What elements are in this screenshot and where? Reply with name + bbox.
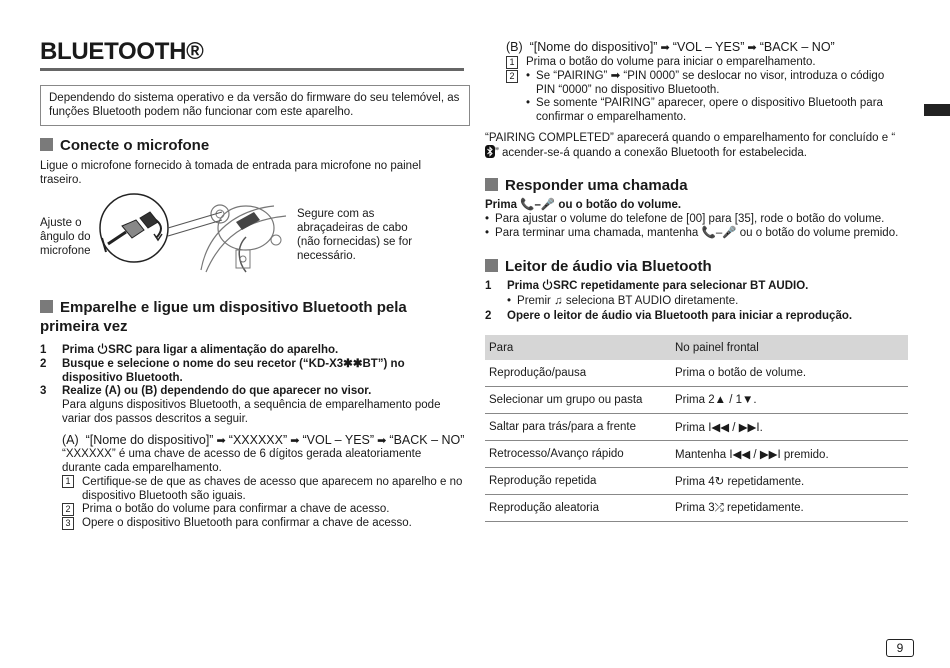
power-icon (542, 279, 553, 290)
section-square-icon (40, 138, 53, 151)
pair-step-3: 3 Realize (A) ou (B) dependendo do que aparecer no visor. (40, 385, 372, 397)
pair-b-bullet-1: • Se “PAIRING” ➡ “PIN 0000” se deslocar no visor, introduza o código PIN “0000” no dispositivo Bluetooth. (526, 70, 885, 96)
table-row (485, 495, 908, 522)
table-cell: Selecionar um grupo ou pasta (485, 387, 671, 414)
table-cell: Retrocesso/Avanço rápido (485, 441, 671, 468)
section-square-icon (485, 178, 498, 191)
pair-step-2: 2 Busque e selecione o nome do seu recetor (“KD-X3✱✱BT”) no dispositivo Bluetooth. (40, 358, 405, 384)
answer-bullet-2: • Para terminar uma chamada, mantenha 📞–🎤 ou o botão do volume premido. (485, 226, 898, 240)
pair-b-bullet-2: • Se somente “PAIRING” aparecer, opere o dispositivo Bluetooth para confirmar o emparelhamento. (526, 97, 883, 123)
table-cell: Prima I◀◀ / ▶▶I. (671, 414, 908, 441)
arrow-icon: ➡ (287, 435, 303, 447)
table-cell: Reprodução aleatoria (485, 495, 671, 522)
table-cell: Prima o botão de volume. (671, 360, 908, 387)
bluetooth-icon (485, 145, 495, 158)
arrow-icon: ➡ (744, 42, 760, 54)
table-cell: Reprodução repetida (485, 468, 671, 495)
music-note-icon: ♫ (554, 295, 563, 307)
arrow-icon: ➡ (374, 435, 390, 447)
table-header-row (485, 335, 908, 360)
table-header: Para (485, 335, 671, 360)
table-row (485, 468, 908, 495)
mic-label-angle: Ajuste o ângulo do microfone (40, 217, 91, 257)
pairing-completed-text: “PAIRING COMPLETED” aparecerá quando o emparelhamento for concluído e “” acender-se-á quando a conexão Bluetooth for estabelecida. (485, 132, 896, 159)
pair-a-item-3: 3 Opere o dispositivo Bluetooth para confirmar a chave de acesso. (62, 516, 412, 530)
phone-voice-icon: 📞–🎤 (701, 227, 737, 239)
table-cell: Prima 3⤮ repetidamente. (671, 495, 908, 522)
answer-bullet-1: • Para ajustar o volume do telefone de [00] para [35], rode o botão do volume. (485, 212, 884, 226)
table-cell: Prima 4↻ repetidamente. (671, 468, 908, 495)
microphone-illustration (96, 192, 292, 280)
mic-section-text: Ligue o microfone fornecido à tomada de entrada para microfone no painel traseiro. (40, 160, 422, 186)
audio-step-2: 2 Opere o leitor de áudio via Bluetooth para iniciar a reprodução. (485, 310, 853, 322)
audio-step-1-bullet: • Premir ♫ seleciona BT AUDIO diretamente. (507, 294, 738, 308)
arrow-icon: ➡ (657, 42, 673, 54)
table-row (485, 387, 908, 414)
table-cell: Mantenha I◀◀ / ▶▶I premido. (671, 441, 908, 468)
table-cell: Reprodução/pausa (485, 360, 671, 387)
pair-step-1: 1 Prima SRC para ligar a alimentação do aparelho. (40, 344, 339, 356)
controls-table (485, 335, 908, 522)
pair-section-heading: Emparelhe e ligue um dispositivo Bluetooth pela primeira vez (40, 299, 407, 335)
pair-b-sequence: (B) “[Nome do dispositivo]” ➡ “VOL – YES” ➡ “BACK – NO” (506, 40, 835, 54)
pair-a-description: “XXXXXX” é uma chave de acesso de 6 dígitos gerada aleatoriamente durante cada emparelhamento. (62, 448, 422, 474)
table-header: No painel frontal (671, 335, 908, 360)
pair-b-item-2-marker: 2 (506, 69, 526, 83)
mic-section-heading: Conecte o microfone (40, 136, 209, 155)
pair-a-sequence: (A) “[Nome do dispositivo]” ➡ “XXXXXX” ➡ “VOL – YES” ➡ “BACK – NO” (62, 433, 465, 447)
table-cell: Saltar para trás/para a frente (485, 414, 671, 441)
section-tab-marker (924, 104, 950, 116)
pair-b-item-1: 1 Prima o botão do volume para iniciar o emparelhamento. (506, 55, 816, 69)
power-icon (97, 343, 108, 354)
section-square-icon (485, 259, 498, 272)
pair-a-item-1: 1 Certifique-se de que as chaves de acesso que aparecem no aparelho e no dispositivo Bluetooth são iguais. (62, 475, 464, 503)
audio-step-1: 1 Prima SRC repetidamente para selecionar BT AUDIO. (485, 280, 809, 292)
pair-a-item-2: 2 Prima o botão do volume para confirmar a chave de acesso. (62, 502, 389, 516)
table-row (485, 441, 908, 468)
pair-step-3-note: Para alguns dispositivos Bluetooth, a sequência de emparelhamento pode variar dos passos descritos a seguir. (62, 399, 441, 425)
compatibility-note: Dependendo do sistema operativo e da versão do firmware do seu telemóvel, as funções Bluetooth podem não funcionar com este aparelho. (40, 85, 470, 126)
page-number: 9 (886, 639, 914, 657)
mic-label-cable: Segure com as abraçadeiras de cabo (não fornecidas) se for necessário. (297, 208, 413, 262)
title-rule (40, 68, 464, 71)
table-cell: Prima 2▲ / 1▼. (671, 387, 908, 414)
audio-section-heading: Leitor de áudio via Bluetooth (485, 257, 712, 276)
table-row (485, 414, 908, 441)
table-row (485, 360, 908, 387)
page-title: BLUETOOTH® (40, 38, 204, 65)
arrow-icon: ➡ (213, 435, 229, 447)
section-square-icon (40, 300, 53, 313)
answer-section-heading: Responder uma chamada (485, 176, 688, 195)
phone-voice-icon: 📞–🎤 (520, 199, 556, 211)
answer-instruction: Prima 📞–🎤 ou o botão do volume. (485, 199, 682, 211)
